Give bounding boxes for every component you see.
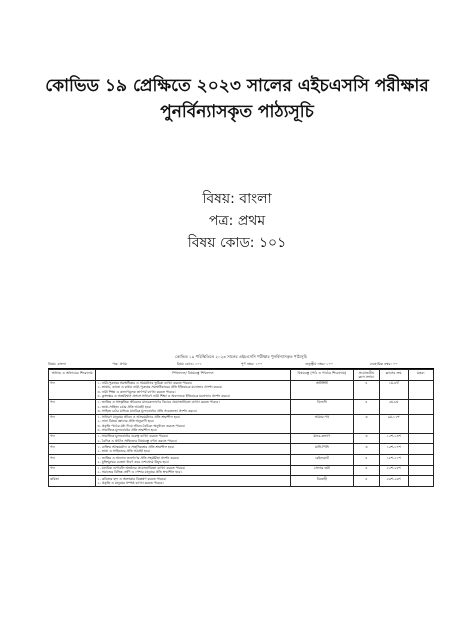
remarks-cell bbox=[408, 444, 434, 455]
lesson-cell: সোনার তরী bbox=[290, 465, 354, 476]
class-count-cell: ৪ bbox=[354, 465, 379, 476]
remarks-cell bbox=[408, 465, 434, 476]
outcome-item: ৪. সামাজিক মূল্যবোধের প্রতি শ্রদ্ধাশীল হবে। bbox=[97, 428, 158, 433]
lesson-cell: মানব-কল্যাণ bbox=[290, 433, 354, 444]
info-subject: বিষয়: বাংলা bbox=[48, 362, 66, 366]
lesson-cell: রেইনকোট bbox=[290, 455, 354, 466]
info-full-marks: পূর্ণ নম্বর: ১০০ bbox=[240, 362, 263, 366]
area-cell: গদ্য bbox=[49, 414, 96, 433]
outcome-item: ১. সামাজিক মূল্যবোধের গুরুত্ব ব্যাখ্যা করতে পারবে। bbox=[97, 434, 169, 439]
class-count-cell: ৩ bbox=[354, 433, 379, 444]
outcomes-cell bbox=[96, 414, 290, 433]
subject-meta bbox=[0, 188, 474, 254]
class-order-cell: ৯ম-১১শ bbox=[379, 414, 408, 433]
table-row bbox=[49, 414, 434, 433]
column-header: মন্তব্য bbox=[408, 370, 434, 381]
outcome-item: ৩. সাহিত্য চর্চার মাধ্যমে মানবিক মূল্যবোধের প্রতি সচেতনতা প্রদর্শন করবে। bbox=[97, 408, 197, 413]
info-practical-marks: ব্যবহারিক নম্বর: ০০ bbox=[369, 362, 398, 366]
area-cell: গদ্য bbox=[49, 455, 96, 466]
outcomes-cell bbox=[96, 455, 290, 466]
sheet-header: কোভিড ১৯ পরিস্থিতিতে ২০২৩ সালের এইচএসসি পরীক্ষার পুনর্বিন্যাসকৃত পাঠ্যসূচি bbox=[175, 354, 307, 359]
outcomes-cell bbox=[96, 476, 290, 487]
column-header: প্রয়োজনীয় ক্লাস সংখ্যা bbox=[354, 370, 379, 381]
remarks-cell bbox=[408, 414, 434, 433]
table-row bbox=[49, 465, 434, 476]
table-row bbox=[49, 380, 434, 399]
subject-label: বিষয়: বাংলা bbox=[202, 191, 272, 207]
title-line-1: কোভিড ১৯ প্রেক্ষিতে ২০২৩ সালের এইচএসসি পরীক্ষার bbox=[45, 76, 429, 96]
class-order-cell: ১৮শ-২১শ bbox=[379, 455, 408, 466]
lesson-cell: মাসি-পিসি bbox=[290, 444, 354, 455]
outcomes-cell bbox=[96, 380, 290, 399]
subject-code-label: বিষয় কোড: ১০১ bbox=[187, 235, 287, 251]
table-row bbox=[49, 433, 434, 444]
outcome-item: ২. মুক্তিযুদ্ধের চেতনা ধারণ করে দেশপ্রেমে উদ্বুদ্ধ হবে। bbox=[97, 459, 169, 464]
outcome-item: ২. বৈদিক ও প্রাচীন সাহিত্যের বিষয়বস্তু বর্ণনা করতে পারবে। bbox=[97, 438, 177, 443]
outcome-item: ২. ভাষা ও সাহিত্যের প্রতি আগ্রহী হবে। bbox=[97, 449, 151, 454]
outcome-item: ২. সমাজের বিভিন্ন শ্রেণি ও পেশার মানুষের প্রতি শ্রদ্ধাশীল হবে। bbox=[97, 470, 182, 475]
paper-label: পত্র: প্রথম bbox=[208, 213, 266, 229]
syllabus-sheet bbox=[48, 352, 434, 632]
area-cell: গদ্য bbox=[49, 465, 96, 476]
remarks-cell bbox=[408, 455, 434, 466]
class-order-cell: ১২শ-১৪শ bbox=[379, 433, 408, 444]
outcome-item: ১. ব্যক্তির আত্মমর্যাদা ও সাহসিকতার প্রতি শ্রদ্ধাশীল হবে। bbox=[97, 444, 175, 449]
area-cell: গদ্য bbox=[49, 399, 96, 414]
outcomes-cell bbox=[96, 444, 290, 455]
class-count-cell: ৩ bbox=[354, 414, 379, 433]
column-header: শিখনফল/ বিষয়বস্তু শিখনফল bbox=[96, 370, 290, 381]
outcomes-cell bbox=[96, 433, 290, 444]
remarks-cell bbox=[408, 433, 434, 444]
syllabus-table bbox=[48, 369, 434, 487]
class-count-cell: ৪ bbox=[354, 380, 379, 399]
class-count-cell: ৪ bbox=[354, 476, 379, 487]
column-header: ক্লাসের ক্রম bbox=[379, 370, 408, 381]
outcome-item: ২. ভাষায়, কাজে ও কথায় নারী-পুরুষের সমঅধিকারের প্রতি ইতিবাচক মনোভাব প্রদর্শন করবে। bbox=[97, 385, 223, 390]
lesson-cell: আমার পথ bbox=[290, 414, 354, 433]
outcome-item: ২. ভাষা-সাহিত্য চর্চার প্রতি আগ্রহী হবে। bbox=[97, 404, 152, 409]
lesson-cell: অর্ধাঙ্গিনী bbox=[290, 380, 354, 399]
class-order-cell: ১৫শ-১৭শ bbox=[379, 444, 408, 455]
table-row bbox=[49, 444, 434, 455]
outcome-item: ৩. নারী শিক্ষা ও কল্যাণমূলক তাৎপর্য ব্যাখ্যা করতে পারবে। bbox=[97, 389, 176, 394]
remarks-cell bbox=[408, 399, 434, 414]
lesson-cell: বিদ্রোহী bbox=[290, 476, 354, 487]
title-line-2: পুনর্বিন্যাসকৃত পাঠ্যসূচি bbox=[160, 102, 314, 122]
page-title bbox=[0, 73, 474, 125]
area-cell: গদ্য bbox=[49, 380, 96, 399]
class-count-cell: ৪ bbox=[354, 455, 379, 466]
outcome-item: ২. প্রকৃতি ও মানুষের সম্পর্ক ব্যাখ্যা করতে পারবে। bbox=[97, 481, 164, 486]
area-cell: গদ্য bbox=[49, 444, 96, 455]
outcome-item: ১. মানবিক গুণাবলি অর্জনের প্রয়োজনীয়তা ব্যাখ্যা করতে পারবে। bbox=[97, 466, 186, 471]
table-row bbox=[49, 455, 434, 466]
lesson-cell: বিলাসী bbox=[290, 399, 354, 414]
class-order-cell: ৫ম-৮ম bbox=[379, 399, 408, 414]
class-order-cell: ২৬শ-২৯শ bbox=[379, 476, 408, 487]
outcomes-cell bbox=[96, 399, 290, 414]
remarks-cell bbox=[408, 476, 434, 487]
outcome-item: ৪. কুসংস্কার ও অন্ধবিশ্বাস প্রসঙ্গে সাধারণ নারী শিক্ষা ও অবদানকে ইতিবাচক মনোভাব প্রদর্শন করবে। bbox=[97, 393, 231, 398]
info-code: বিষয় কোড: ১০১ bbox=[176, 362, 202, 366]
table-header-row bbox=[49, 370, 434, 381]
remarks-cell bbox=[408, 380, 434, 399]
outcome-item: ১. নারী-পুরুষের সমঅধিকার ও সমমর্যাদার ভূমিকা ব্যাখ্যা করতে পারবে। bbox=[97, 381, 193, 386]
class-count-cell: ৪ bbox=[354, 399, 379, 414]
sheet-info-row bbox=[48, 361, 434, 369]
outcome-item: ১. সাধারণ মানুষের জীবন ও আত্মমর্যাদার প্রতি শ্রদ্ধাশীল হবে। bbox=[97, 415, 181, 420]
info-paper: পত্র: প্রথম bbox=[112, 362, 127, 366]
outcome-item: ১. কবিতার ছন্দ ও অলংকার বিশ্লেষণ করতে পারবে। bbox=[97, 476, 167, 481]
table-row bbox=[49, 399, 434, 414]
outcome-item: ৩. প্রকৃতি পাঠের মধ্য দিয়ে জীবন-বৈচিত্র্য অনুধাবন করতে পারবে। bbox=[97, 423, 186, 428]
area-cell: গদ্য bbox=[49, 433, 96, 444]
class-order-cell: ১ম-৪র্থ bbox=[379, 380, 408, 399]
table-row bbox=[49, 476, 434, 487]
column-header: অধ্যায় ও অধ্যায়ের শিরোনাম bbox=[49, 370, 96, 381]
area-cell: কবিতা bbox=[49, 476, 96, 487]
column-header: বিষয়বস্তু (পাঠ ও পাঠের শিরোনাম) bbox=[290, 370, 354, 381]
class-order-cell: ২২শ-২৫শ bbox=[379, 465, 408, 476]
outcome-item: ১. জাতির ও সাংস্কৃতিক জীবনের মানবকল্যাণের বিচারে প্রয়োজনীয়তা ব্যাখ্যা করতে পারবে। bbox=[97, 400, 220, 405]
outcome-item: ১. জাতির ও অন্যান্য জনগণের প্রতি সহমর্মিতা প্রদর্শন করবে। bbox=[97, 455, 180, 460]
class-count-cell: ৩ bbox=[354, 444, 379, 455]
info-theory-marks: তত্ত্বীয় নম্বর: ১০০ bbox=[305, 362, 334, 366]
outcome-item: ২. নানা বিষয়ে জ্ঞানের প্রতি অনুরাগী হবে। bbox=[97, 419, 155, 424]
outcomes-cell bbox=[96, 465, 290, 476]
table-body bbox=[49, 380, 434, 486]
